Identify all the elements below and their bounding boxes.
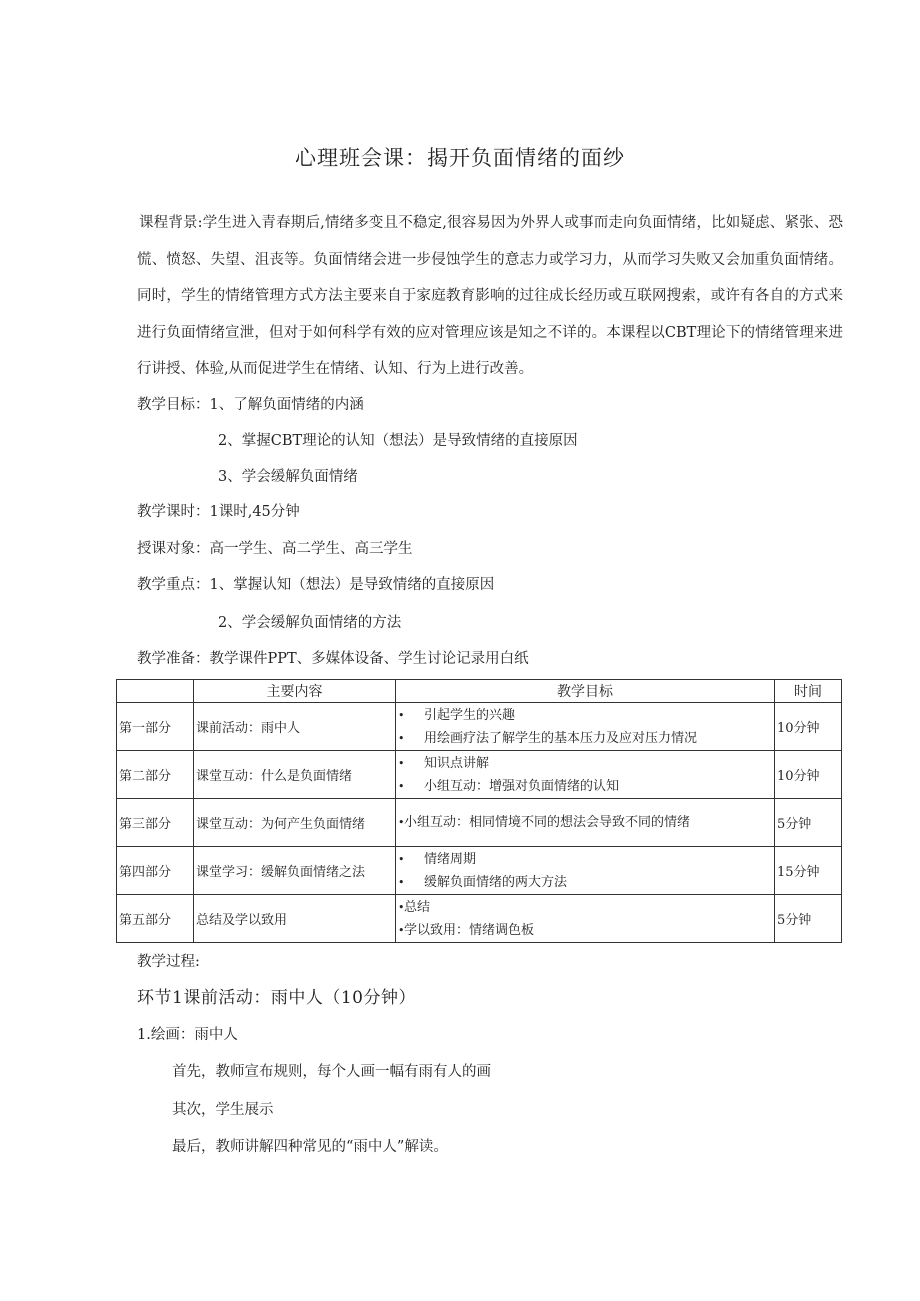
teaching-hours: 教学课时：1课时,45分钟: [137, 504, 300, 520]
bullet-icon: •: [398, 923, 405, 937]
goals-cell: [396, 703, 775, 751]
goal-item: • 缓解负面情绪的两大方法: [398, 871, 772, 894]
content-cell: 课前活动：雨中人: [194, 703, 396, 751]
table-row: [117, 751, 842, 799]
bullet-icon: •: [398, 816, 405, 829]
table-header-cell: 时间: [775, 680, 842, 703]
content-cell: 课堂学习：缓解负面情绪之法: [194, 847, 396, 895]
teaching-goal-item: 2、掌握CBT理论的认知（想法）是导致情绪的直接原因: [218, 433, 578, 449]
part-cell: 第五部分: [117, 895, 194, 943]
goal-item: •小组互动：相同情境不同的想法会导致不同的情绪: [398, 811, 772, 834]
teaching-focus-item: 1、掌握认知（想法）是导致情绪的直接原因: [209, 577, 495, 593]
time-cell: 10分钟: [775, 703, 842, 751]
part-cell: 第四部分: [117, 847, 194, 895]
part-cell: 第一部分: [117, 703, 194, 751]
teaching-goal-item: 1、了解负面情绪的内涵: [209, 397, 364, 413]
table-row: [117, 847, 842, 895]
teaching-audience: 授课对象：高一学生、高二学生、高三学生: [137, 541, 413, 557]
goals-cell: [396, 751, 775, 799]
section-heading: 环节1课前活动：雨中人（10分钟）: [137, 988, 416, 1008]
teaching-preparation: 教学准备：教学课件PPT、多媒体设备、学生讨论记录用白纸: [137, 651, 529, 667]
teaching-goals-label: 教学目标：: [137, 397, 210, 413]
time-cell: 5分钟: [775, 799, 842, 847]
table-row: [117, 895, 842, 943]
bullet-icon: •: [398, 779, 405, 793]
step-item: 最后，教师讲解四种常见的“雨中人”解读。: [172, 1139, 448, 1155]
part-cell: 第二部分: [117, 751, 194, 799]
teaching-focus: [137, 573, 494, 594]
bullet-icon: •: [398, 756, 405, 770]
goals-cell: [396, 847, 775, 895]
teaching-goal-item: 3、学会缓解负面情绪: [218, 469, 358, 485]
content-cell: 总结及学以致用: [194, 895, 396, 943]
content-cell: 课堂互动：什么是负面情绪: [194, 751, 396, 799]
teaching-focus-item: 2、学会缓解负面情绪的方法: [218, 615, 402, 631]
table-header-cell: 教学目标: [396, 680, 775, 703]
goal-item: •总结: [398, 896, 772, 919]
teaching-goals: [137, 393, 364, 414]
goal-item: • 用绘画疗法了解学生的基本压力及应对压力情况: [398, 727, 772, 750]
page-title: 心理班会课：揭开负面情绪的面纱: [295, 146, 625, 170]
step-item: 其次，学生展示: [172, 1102, 274, 1118]
time-cell: 10分钟: [775, 751, 842, 799]
table-header-row: [117, 680, 842, 703]
goal-item: • 知识点讲解: [398, 752, 772, 775]
step-item: 首先，教师宣布规则，每个人画一幅有雨有人的画: [172, 1064, 491, 1080]
table-row: [117, 703, 842, 751]
lesson-plan-table: [116, 679, 842, 943]
table-header-cell: 主要内容: [194, 680, 396, 703]
table-row: [117, 799, 842, 847]
goal-item: • 情绪周期: [398, 848, 772, 871]
table-header-cell: [117, 680, 194, 703]
bullet-icon: •: [398, 731, 405, 745]
bullet-icon: •: [398, 900, 405, 914]
content-cell: 课堂互动：为何产生负面情绪: [194, 799, 396, 847]
bullet-icon: •: [398, 708, 405, 722]
teaching-focus-label: 教学重点：: [137, 577, 210, 593]
part-cell: 第三部分: [117, 799, 194, 847]
course-background: 课程背景:学生进入青春期后,情绪多变且不稳定,很容易因为外界人或事而走向负面情绪，比如疑虑、紧张、恐慌、愤怒、失望、沮丧等。负面情绪会进一步侵蚀学生的意志力或学习力，从而学习失败又会加重负面情绪。同时，学生的情绪管理方式方法主要来自于家庭教育影响的过往成长经历或互联网搜索，或许有各自的方式来进行负面情绪宣泄，但对于如何科学有效的应对管理应该是知之不详的。本课程以CBT理论下的情绪管理来进行讲授、体验,从而促进学生在情绪、认知、行为上进行改善。: [137, 215, 843, 377]
subsection-heading: 1.绘画：雨中人: [137, 1027, 238, 1043]
bullet-icon: •: [398, 852, 405, 866]
time-cell: 5分钟: [775, 895, 842, 943]
goals-cell: [396, 895, 775, 943]
teaching-process-label: 教学过程:: [137, 954, 200, 970]
goal-item: • 引起学生的兴趣: [398, 704, 772, 727]
bullet-icon: •: [398, 875, 405, 889]
goal-item: • 小组互动：增强对负面情绪的认知: [398, 775, 772, 798]
time-cell: 15分钟: [775, 847, 842, 895]
goals-cell: [396, 799, 775, 847]
goal-item: •学以致用：情绪调色板: [398, 919, 772, 942]
